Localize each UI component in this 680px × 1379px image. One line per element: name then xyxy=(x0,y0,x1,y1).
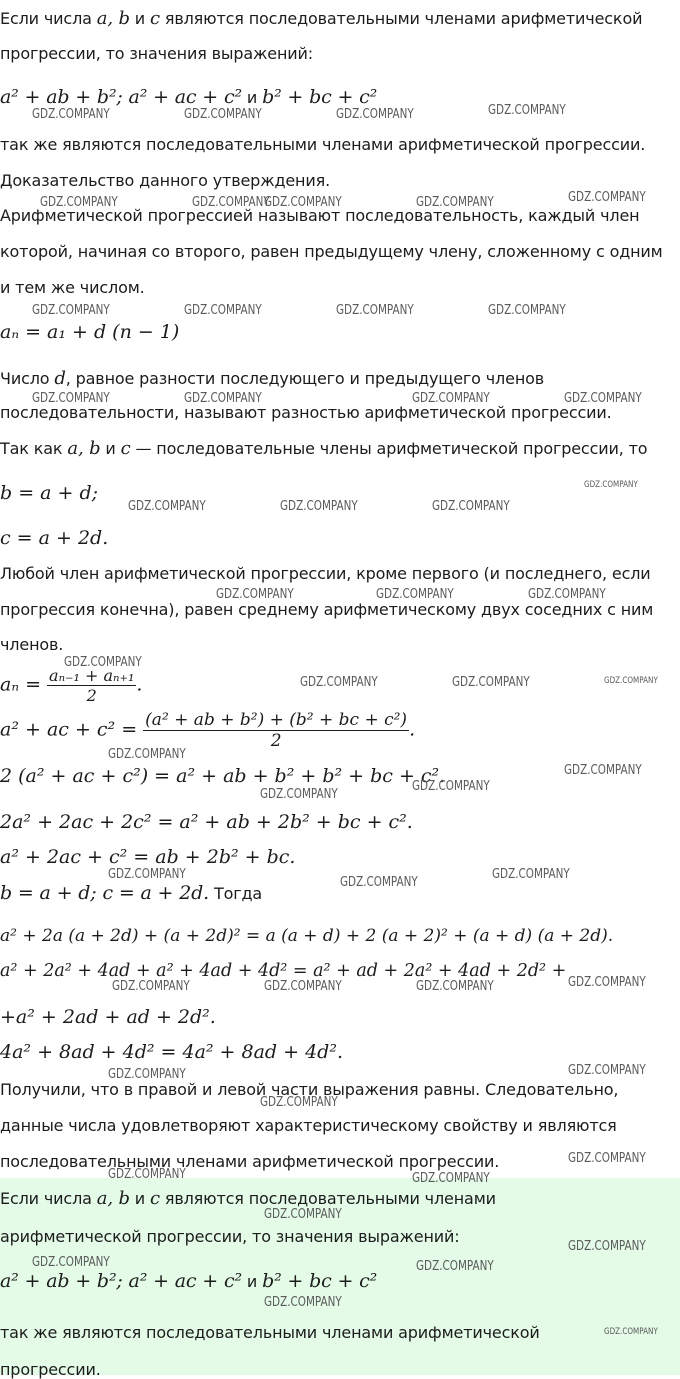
property-line-1: Любой член арифметической прогрессии, кроме первого (и последнего, если xyxy=(0,564,651,583)
watermark: GDZ.COMPANY xyxy=(604,1327,658,1337)
watermark: GDZ.COMPANY xyxy=(336,107,414,122)
formula-general-term: aₙ = a₁ + d (n − 1) xyxy=(0,321,180,343)
equation-step-7: 4a² + 8ad + 4d² = 4a² + 8ad + 4d². xyxy=(0,1041,343,1063)
watermark: GDZ.COMPANY xyxy=(564,763,642,778)
equation-step-5: a² + 2a² + 4ad + a² + 4ad + 4d² = a² + ad + 2a² + 4ad + 2d² + xyxy=(0,961,567,981)
watermark: GDZ.COMPANY xyxy=(492,867,570,882)
watermark: GDZ.COMPANY xyxy=(264,1207,342,1222)
expressions-line: a² + ab + b²; a² + ac + c² и b² + bc + c² xyxy=(0,86,378,108)
watermark: GDZ.COMPANY xyxy=(216,587,294,602)
watermark: GDZ.COMPANY xyxy=(40,195,118,210)
equation-step-4: a² + 2a (a + 2d) + (a + 2d)² = a (a + d) + 2 (a + 2)² + (a + d) (a + 2d). xyxy=(0,926,614,946)
definition-line-2: которой, начиная со второго, равен предыдущему члену, сложенному с одним xyxy=(0,242,663,261)
formula-b: b = a + d; xyxy=(0,482,99,504)
answer-expressions: a² + ab + b²; a² + ac + c² и b² + bc + c² xyxy=(0,1270,378,1292)
intro-line-4: так же являются последовательными членами арифметической прогрессии. xyxy=(0,135,646,154)
conclusion-line-2: данные числа удовлетворяют характеристическому свойству и являются xyxy=(0,1116,617,1135)
watermark: GDZ.COMPANY xyxy=(336,303,414,318)
fraction: $\frac{\text{(a² + ab + b²) + (b² + bc + c²)}}{2}$ xyxy=(145,710,408,751)
watermark: GDZ.COMPANY xyxy=(568,1063,646,1078)
watermark: GDZ.COMPANY xyxy=(412,391,490,406)
answer-line-4: так же являются последовательными членами арифметической xyxy=(0,1323,540,1342)
watermark: GDZ.COMPANY xyxy=(412,779,490,794)
watermark: GDZ.COMPANY xyxy=(112,979,190,994)
watermark: GDZ.COMPANY xyxy=(568,1239,646,1254)
equation-step-2: 2a² + 2ac + 2c² = a² + ab + 2b² + bc + c². xyxy=(0,811,413,833)
watermark: GDZ.COMPANY xyxy=(452,675,530,690)
watermark: GDZ.COMPANY xyxy=(376,587,454,602)
formula-c: c = a + 2d. xyxy=(0,527,109,549)
watermark: GDZ.COMPANY xyxy=(564,391,642,406)
definition-line-3: и тем же числом. xyxy=(0,278,145,297)
since-line: Так как a, b и c — последовательные члены арифметической прогрессии, то xyxy=(0,438,648,459)
watermark: GDZ.COMPANY xyxy=(108,1167,186,1182)
watermark: GDZ.COMPANY xyxy=(32,107,110,122)
watermark: GDZ.COMPANY xyxy=(528,587,606,602)
watermark: GDZ.COMPANY xyxy=(488,303,566,318)
watermark: GDZ.COMPANY xyxy=(416,979,494,994)
conclusion-line-1: Получили, что в правой и левой части выражения равны. Следовательно, xyxy=(0,1080,619,1099)
definition-line-1: Арифметической прогрессией называют последовательность, каждый член xyxy=(0,206,640,225)
conclusion-line-3: последовательными членами арифметической прогрессии. xyxy=(0,1152,500,1171)
watermark: GDZ.COMPANY xyxy=(108,1067,186,1082)
equation-step-3: a² + 2ac + c² = ab + 2b² + bc. xyxy=(0,846,296,868)
intro-line-2: прогрессии, то значения выражений: xyxy=(0,44,314,63)
watermark: GDZ.COMPANY xyxy=(260,1095,338,1110)
watermark: GDZ.COMPANY xyxy=(412,1171,490,1186)
watermark: GDZ.COMPANY xyxy=(584,480,638,490)
watermark: GDZ.COMPANY xyxy=(184,303,262,318)
watermark: GDZ.COMPANY xyxy=(300,675,378,690)
watermark: GDZ.COMPANY xyxy=(280,499,358,514)
watermark: GDZ.COMPANY xyxy=(416,195,494,210)
fraction: $\frac{\text{aₙ₋₁ + aₙ₊₁}}{2}$ xyxy=(49,666,135,705)
watermark: GDZ.COMPANY xyxy=(568,975,646,990)
watermark: GDZ.COMPANY xyxy=(432,499,510,514)
watermark: GDZ.COMPANY xyxy=(416,1259,494,1274)
substitute-line: b = a + d; c = a + 2d. Тогда xyxy=(0,882,263,904)
watermark: GDZ.COMPANY xyxy=(184,107,262,122)
watermark: GDZ.COMPANY xyxy=(32,303,110,318)
answer-line-1: Если числа a, b и c являются последовательными членами xyxy=(0,1188,496,1209)
watermark: GDZ.COMPANY xyxy=(264,979,342,994)
watermark: GDZ.COMPANY xyxy=(128,499,206,514)
intro-line-1: Если числа a, b и c являются последовательными членами арифметической xyxy=(0,8,643,29)
watermark: GDZ.COMPANY xyxy=(488,103,566,118)
watermark: GDZ.COMPANY xyxy=(192,195,270,210)
watermark: GDZ.COMPANY xyxy=(260,787,338,802)
difference-line-2: последовательности, называют разностью арифметической прогрессии. xyxy=(0,403,612,422)
watermark: GDZ.COMPANY xyxy=(108,867,186,882)
watermark: GDZ.COMPANY xyxy=(32,1255,110,1270)
answer-line-5: прогрессии. xyxy=(0,1360,101,1379)
watermark: GDZ.COMPANY xyxy=(340,875,418,890)
watermark: GDZ.COMPANY xyxy=(64,655,142,670)
watermark: GDZ.COMPANY xyxy=(184,391,262,406)
equation-step-1: 2 (a² + ac + c²) = a² + ab + b² + b² + bc + c². xyxy=(0,765,446,787)
watermark: GDZ.COMPANY xyxy=(568,1151,646,1166)
difference-line-1: Число d, равное разности последующего и предыдущего членов xyxy=(0,368,545,389)
watermark: GDZ.COMPANY xyxy=(32,391,110,406)
property-line-3: членов. xyxy=(0,635,64,654)
answer-line-2: арифметической прогрессии, то значения выражений: xyxy=(0,1227,460,1246)
watermark: GDZ.COMPANY xyxy=(264,1295,342,1310)
watermark: GDZ.COMPANY xyxy=(568,190,646,205)
equation-step-6: +a² + 2ad + ad + 2d². xyxy=(0,1006,216,1028)
formula-mean: aₙ = $\frac{\text{aₙ₋₁ + aₙ₊₁}}{2}$ . xyxy=(0,666,143,705)
watermark: GDZ.COMPANY xyxy=(604,676,658,686)
proof-heading: Доказательство данного утверждения. xyxy=(0,171,331,190)
formula-substitution: a² + ac + c² = $\frac{\text{(a² + ab + b²) + (b² + bc + c²)}}{2}$ . xyxy=(0,710,416,751)
watermark: GDZ.COMPANY xyxy=(264,195,342,210)
watermark: GDZ.COMPANY xyxy=(108,747,186,762)
property-line-2: прогрессия конечна), равен среднему арифметическому двух соседних с ним xyxy=(0,600,654,619)
